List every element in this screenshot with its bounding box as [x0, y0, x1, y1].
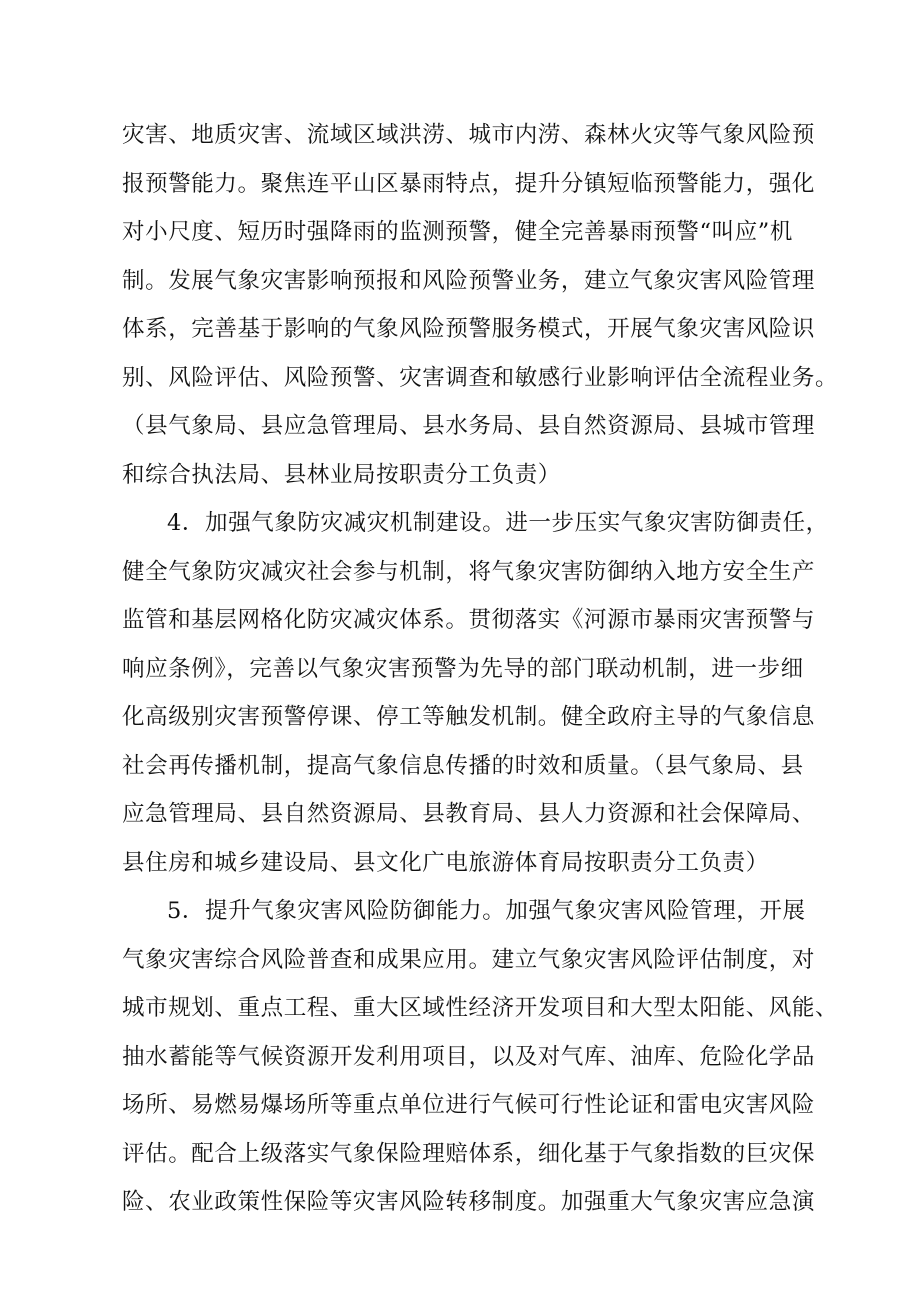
text-line: 应急管理局、县自然资源局、县教育局、县人力资源和社会保障局、 — [122, 801, 816, 827]
text-line: 对小尺度、短历时强降雨的监测预警，健全完善暴雨预警“叫应”机 — [122, 219, 794, 245]
text-line: 县住房和城乡建设局、县文化广电旅游体育局按职责分工负责） — [122, 849, 769, 876]
text-line: 气象灾害综合风险普查和成果应用。建立气象灾害风险评估制度，对 — [122, 946, 816, 973]
text-line: 城市规划、重点工程、重大区域性经济开发项目和大型太阳能、风能、 — [122, 995, 839, 1021]
text-line: 化高级别灾害预警停课、停工等触发机制。健全政府主导的气象信息 — [122, 704, 816, 730]
text-line: 场所、易燃易爆场所等重点单位进行气候可行性论证和雷电灾害风险 — [122, 1092, 816, 1118]
text-line: 体系，完善基于影响的气象风险预警服务模式，开展气象灾害风险识 — [122, 316, 816, 342]
text-line: 评估。配合上级落实气象保险理赔体系，细化基于气象指数的巨灾保 — [122, 1140, 816, 1167]
text-line: 响应条例》，完善以气象灾害预警为先导的部门联动机制，进一步细 — [122, 655, 804, 682]
text-line: 险、农业政策性保险等灾害风险转移制度。加强重大气象灾害应急演 — [122, 1189, 816, 1215]
text-line: 制。发展气象灾害影响预报和风险预警业务，建立气象灾害风险管理 — [122, 267, 816, 294]
text-line: 健全气象防灾减灾社会参与机制，将气象灾害防御纳入地方安全生产 — [122, 558, 816, 585]
text-line: （县气象局、县应急管理局、县水务局、县自然资源局、县城市管理 — [122, 413, 816, 439]
text-line: 灾害、地质灾害、流域区域洪涝、城市内涝、森林火灾等气象风险预 — [122, 122, 816, 148]
text-line: 社会再传播机制，提高气象信息传播的时效和质量。（县气象局、县 — [122, 752, 804, 779]
paragraph-heading-4: 4．加强气象防灾减灾机制建设。进一步压实气象灾害防御责任， — [167, 510, 829, 536]
document-body — [122, 111, 839, 1227]
text-line: 和综合执法局、县林业局按职责分工负责） — [122, 461, 561, 488]
text-line: 别、风险评估、风险预警、灾害调查和敏感行业影响评估全流程业务。 — [122, 364, 839, 391]
paragraph-heading-5: 5．提升气象灾害风险防御能力。加强气象灾害风险管理，开展 — [167, 898, 806, 924]
text-line: 抽水蓄能等气候资源开发利用项目，以及对气库、油库、危险化学品 — [122, 1043, 816, 1070]
text-line: 监管和基层网格化防灾减灾体系。贯彻落实《河源市暴雨灾害预警与 — [122, 607, 816, 633]
text-line: 报预警能力。聚焦连平山区暴雨特点，提升分镇短临预警能力，强化 — [122, 170, 816, 197]
